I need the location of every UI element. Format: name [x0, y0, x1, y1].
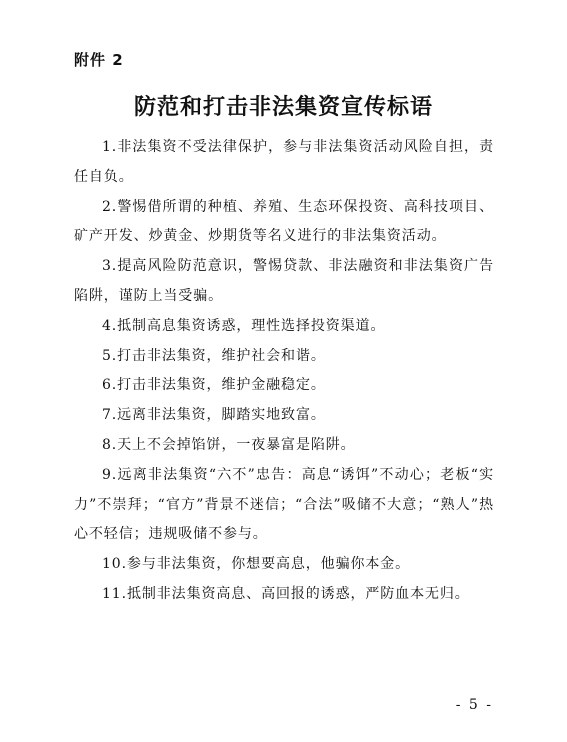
slogan-item: 2.警惕借所谓的种植、养殖、生态环保投资、高科技项目、矿产开发、炒黄金、炒期货等名义进行的非法集资活动。: [74, 198, 494, 245]
attachment-label: 附件 2: [74, 51, 124, 69]
slogan-item: 9.远离非法集资“六不”忠告：高息“诱饵”不动心；老板“实力”不崇拜；“官方”背景不迷信；“合法”吸储不大意；“熟人”热心不轻信；违规吸储不参与。: [74, 466, 494, 543]
slogan-item: 11.抵制非法集资高息、高回报的诱惑，严防血本无归。: [102, 585, 470, 602]
slogan-item: 1.非法集资不受法律保护，参与非法集资活动风险自担，责任自负。: [74, 139, 494, 185]
slogan-item: 4.抵制高息集资诱惑，理性选择投资渠道。: [102, 317, 386, 334]
slogan-item: 5.打击非法集资，维护社会和谐。: [102, 347, 326, 364]
slogan-item: 6.打击非法集资，维护金融稳定。: [102, 377, 326, 394]
slogan-list: [74, 133, 494, 610]
slogan-item: 7.远离非法集资，脚踏实地致富。: [102, 407, 326, 424]
slogan-item: 3.提高风险防范意识，警惕贷款、非法融资和非法集资广告陷阱，谨防上当受骗。: [74, 258, 494, 304]
document-title: 防范和打击非法集资宣传标语: [133, 94, 433, 120]
slogan-item: 8.天上不会掉馅饼，一夜暴富是陷阱。: [102, 436, 356, 453]
page-number: - 5 -: [455, 697, 493, 713]
slogan-item: 10.参与非法集资，你想要高息，他骗你本金。: [102, 556, 411, 573]
